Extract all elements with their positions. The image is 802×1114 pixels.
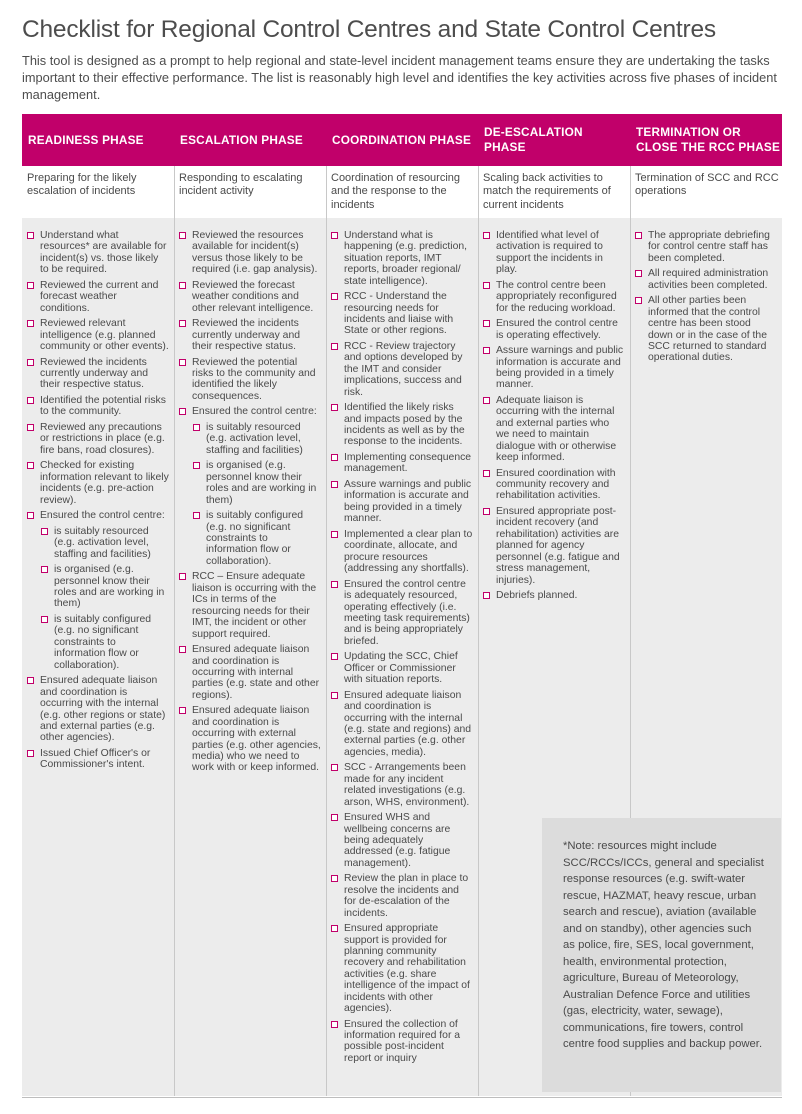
checklist-item-text: Checked for existing information relevant to likely incidents (e.g. pre-action review). — [40, 460, 169, 506]
checkbox[interactable] — [483, 347, 490, 354]
checklist-item-text: is organised (e.g. personnel know their roles and are working in them) — [54, 564, 165, 610]
checklist-item — [179, 357, 321, 403]
checklist-item — [635, 268, 777, 291]
checkbox[interactable] — [331, 232, 338, 239]
checklist-item-text: Review the plan in place to resolve the incidents and for de-escalation of the incidents. — [344, 873, 469, 919]
checklist-item — [179, 406, 321, 417]
checklist-item — [331, 690, 473, 758]
checkbox[interactable] — [179, 320, 186, 327]
checkbox[interactable] — [179, 573, 186, 580]
checklist-item — [193, 422, 321, 456]
checklist-item-text: Identified the potential risks to the community. — [40, 395, 166, 418]
checklist-item-text: Identified what level of activation is required to support the incidents in play. — [496, 230, 603, 276]
checkbox[interactable] — [635, 232, 642, 239]
checklist-item-text: Assure warnings and public information is accurate and being provided in a timely manner. — [496, 345, 624, 391]
column-divider — [174, 166, 175, 1096]
checklist-item-text: All required administration activities been completed. — [648, 268, 769, 291]
checklist-termination — [635, 230, 777, 368]
checklist-item-text: Updating the SCC, Chief Officer or Commissioner with situation reports. — [344, 651, 458, 686]
checkbox[interactable] — [483, 508, 490, 515]
checklist-item-text: Reviewed the current and forecast weather conditions. — [40, 279, 159, 314]
checklist-item — [193, 510, 321, 567]
phase-summary-termination: Termination of SCC and RCC operations — [635, 172, 779, 198]
checklist-item — [483, 345, 625, 391]
checkbox[interactable] — [331, 531, 338, 538]
checklist-item-text: Issued Chief Officer's or Commissioner's intent. — [40, 747, 151, 771]
checklist-item-text: RCC - Review trajectory and options developed by the IMT and consider implications, success and risk. — [344, 341, 463, 398]
checkbox[interactable] — [179, 282, 186, 289]
checklist-item-text: RCC – Ensure adequate liaison is occurring with the ICs in terms of the resourcing needs for their IMT, the incident or other support required. — [192, 571, 317, 640]
checklist-item — [27, 675, 169, 743]
phase-heading-coordination: COORDINATION PHASE — [332, 132, 472, 147]
phase-heading-escalation: ESCALATION PHASE — [180, 132, 303, 147]
checklist-item — [27, 748, 169, 771]
checklist-item-text: is suitably resourced (e.g. activation level, staffing and facilities) — [206, 422, 303, 456]
checklist-item-text: is suitably configured (e.g. no significant constraints to information flow or collaboration). — [54, 614, 152, 671]
checklist-item — [483, 280, 625, 314]
checkbox[interactable] — [41, 566, 48, 573]
checklist-item — [27, 357, 169, 391]
checklist-item — [27, 422, 169, 456]
checklist-item — [331, 341, 473, 398]
checklist-item-text: Reviewed the resources available for incident(s) versus those likely to be required (i.e. gap analysis). — [192, 230, 318, 276]
checklist-item-text: Ensured adequate liaison and coordination is occurring with external parties (e.g. other agencies, media) who we need to work with or keep informed. — [192, 705, 321, 774]
checklist-item-text: Adequate liaison is occurring with the internal and external parties who we need to maintain dialogue with or otherwise keep informed. — [496, 395, 617, 464]
checklist-item-text: RCC - Understand the resourcing needs for incidents and liaise with State or other regions. — [344, 291, 454, 337]
checklist-item-text: Implemented a clear plan to coordinate, allocate, and procure resources (addressing any shortfalls). — [344, 528, 473, 575]
checklist-item-text: is organised (e.g. personnel know their roles and are working in them) — [206, 460, 317, 506]
checkbox[interactable] — [27, 282, 34, 289]
checklist-item — [41, 564, 169, 610]
checkbox[interactable] — [331, 293, 338, 300]
checklist-item — [331, 402, 473, 448]
checkbox[interactable] — [331, 653, 338, 660]
checklist-item — [193, 460, 321, 506]
divider — [22, 1097, 782, 1098]
checklist-item-text: Debriefs planned. — [496, 590, 578, 602]
checklist-item-text: is suitably configured (e.g. no significant constraints to information flow or collaboration). — [206, 510, 304, 567]
checklist-item — [179, 705, 321, 773]
checkbox[interactable] — [483, 397, 490, 404]
checklist-item-text: Reviewed the incidents currently underway and their respective status. — [192, 318, 301, 353]
checklist-item — [483, 230, 625, 276]
checklist-item — [635, 295, 777, 363]
checklist-item-text: Ensured the control centre: — [192, 406, 317, 418]
checkbox[interactable] — [27, 512, 34, 519]
checklist-item — [483, 590, 625, 601]
checkbox[interactable] — [331, 581, 338, 588]
checkbox[interactable] — [331, 454, 338, 461]
checkbox[interactable] — [331, 692, 338, 699]
checklist-de-escalation — [483, 230, 625, 606]
checklist-item-text: Ensured the collection of information required for a possible post-incident report or inquiry — [344, 1018, 461, 1064]
checkbox[interactable] — [483, 320, 490, 327]
checkbox[interactable] — [193, 424, 200, 431]
checklist-item-text: The control centre been appropriately reconfigured for the reducing workload. — [496, 279, 617, 314]
phase-summary-de-escalation: Scaling back activities to match the requirements of current incidents — [483, 172, 611, 211]
resources-note: *Note: resources might include SCC/RCCs/ICCs, general and specialist response resources (e.g. swift-water rescue, HAZMAT, heavy rescue, urban search and rescue), aviation (available and on standby), other agencies such as police, fire, SES, local government, health, environmental protection, agriculture, Bureau of Meteorology, Australian Defence Force and utilities (gas, electricity, water, sewage), communications, fire towers, control centre food supplies and backup power. — [542, 818, 781, 1092]
checkbox[interactable] — [483, 232, 490, 239]
checklist-item — [331, 762, 473, 808]
checklist-item — [331, 812, 473, 869]
checkbox[interactable] — [27, 462, 34, 469]
checklist-item — [179, 280, 321, 314]
checklist-item-text: The appropriate debriefing for control centre staff has been completed. — [648, 230, 770, 264]
checklist-item-text: Ensured coordination with community recovery and rehabilitation activities. — [496, 467, 616, 502]
checklist-item-text: Ensured adequate liaison and coordination is occurring with internal parties (e.g. state and other regions). — [192, 644, 320, 701]
checkbox[interactable] — [635, 297, 642, 304]
checkbox[interactable] — [27, 320, 34, 327]
checklist-item — [179, 571, 321, 639]
checkbox[interactable] — [179, 646, 186, 653]
checklist-item-text: Ensured the control centre is adequately resourced, operating effectively (i.e. meeting task requirements) and is being appropriately briefed. — [344, 578, 470, 647]
checklist-item — [331, 479, 473, 525]
checkbox[interactable] — [179, 232, 186, 239]
checklist-item-text: Identified the likely risks and impacts posed by the incidents as well as by the response to the incidents. — [344, 402, 465, 448]
checklist-escalation — [179, 230, 321, 778]
checkbox[interactable] — [179, 707, 186, 714]
checkbox[interactable] — [331, 343, 338, 350]
checklist-item — [331, 873, 473, 919]
checkbox[interactable] — [179, 408, 186, 415]
checkbox[interactable] — [483, 470, 490, 477]
checkbox[interactable] — [331, 814, 338, 821]
checklist-item-text: Ensured WHS and wellbeing concerns are being adequately addressed (e.g. fatigue management). — [344, 812, 451, 869]
checklist-item-text: Ensured the control centre is operating effectively. — [496, 318, 618, 341]
checklist-item — [483, 318, 625, 341]
checkbox[interactable] — [41, 528, 48, 535]
checklist-item — [27, 280, 169, 314]
checklist-item — [331, 651, 473, 685]
checklist-item — [331, 230, 473, 287]
checkbox[interactable] — [483, 592, 490, 599]
page-title: Checklist for Regional Control Centres and State Control Centres — [22, 16, 716, 43]
checklist-item-text: Ensured appropriate support is provided for planning community recovery and rehabilitation activities (e.g. share intelligence of the impact of incidents with other agencies). — [344, 923, 470, 1015]
checklist-item-text: Reviewed any precautions or restrictions in place (e.g. fire bans, road closures). — [40, 422, 165, 456]
checkbox[interactable] — [331, 1021, 338, 1028]
checklist-item — [331, 1019, 473, 1065]
checklist-coordination — [331, 230, 473, 1068]
checkbox[interactable] — [179, 359, 186, 366]
checklist-item — [331, 291, 473, 337]
phase-summary-readiness: Preparing for the likely escalation of incidents — [27, 172, 137, 198]
checklist-item-text: Ensured the control centre: — [40, 510, 165, 522]
checklist-item-text: Reviewed relevant intelligence (e.g. planned community or other events). — [40, 318, 169, 353]
checkbox[interactable] — [27, 424, 34, 431]
checklist-item — [331, 529, 473, 575]
checklist-item — [331, 452, 473, 475]
checklist-item-text: Reviewed the forecast weather conditions and other relevant intelligence. — [192, 279, 314, 314]
checkbox[interactable] — [27, 397, 34, 404]
intro-paragraph: This tool is designed as a prompt to help regional and state-level incident management teams ensure they are undertaking the tasks important to their effective performance. The list is reasonably high level and identifies the key activities across five phases of incident management. — [22, 53, 777, 102]
checklist-item — [331, 579, 473, 647]
checkbox[interactable] — [331, 404, 338, 411]
checkbox[interactable] — [193, 462, 200, 469]
checklist-item — [483, 506, 625, 586]
checklist-item — [179, 230, 321, 276]
checklist-item — [27, 318, 169, 352]
checklist-item-text: Ensured appropriate post-incident recovery (and rehabilitation) activities are planned for agency personnel (e.g. fatigue and stress management, injuries). — [496, 506, 620, 586]
phase-summary-coordination: Coordination of resourcing and the response to the incidents — [331, 172, 461, 211]
phase-heading-termination: TERMINATION OR CLOSE THE RCC PHASE — [636, 125, 781, 154]
checklist-item — [27, 510, 169, 521]
checklist-item — [483, 468, 625, 502]
checkbox[interactable] — [27, 677, 34, 684]
checklist-readiness — [27, 230, 169, 775]
column-divider — [478, 166, 479, 1096]
column-divider — [326, 166, 327, 1096]
checkbox[interactable] — [331, 481, 338, 488]
checklist-item — [635, 230, 777, 264]
checklist-item-text: Ensured adequate liaison and coordination is occurring with the internal (e.g. state and regions) and external parties (e.g. other agencies, media). — [344, 689, 472, 758]
checklist-item-text: Assure warnings and public information is accurate and being provided in a timely manner. — [344, 479, 472, 525]
checklist-item-text: SCC - Arrangements been made for any incident related investigations (e.g. arson, WHS, environment). — [344, 762, 470, 808]
checkbox[interactable] — [27, 359, 34, 366]
checklist-item-text: is suitably resourced (e.g. activation level, staffing and facilities) — [54, 525, 151, 560]
checklist-item — [483, 395, 625, 463]
checklist-item-text: Implementing consequence management. — [344, 452, 472, 475]
checklist-item-text: Reviewed the incidents currently underway and their respective status. — [40, 356, 149, 391]
checklist-item — [179, 644, 321, 701]
checklist-item-text: Ensured adequate liaison and coordination is occurring with the internal (e.g. other regions or state) and external parties (e.g. other agencies). — [40, 675, 166, 744]
checkbox[interactable] — [41, 616, 48, 623]
phase-heading-de-escalation: DE-ESCALATION PHASE — [484, 125, 583, 154]
checkbox[interactable] — [331, 875, 338, 882]
checklist-item — [41, 526, 169, 560]
checklist-item-text: Understand what resources* are available for incident(s) vs. those likely to be required. — [40, 230, 167, 276]
checklist-item — [331, 923, 473, 1014]
checklist-item — [27, 395, 169, 418]
checkbox[interactable] — [331, 764, 338, 771]
checkbox[interactable] — [193, 512, 200, 519]
checklist-item-text: Reviewed the potential risks to the community and identified the likely consequences. — [192, 356, 316, 402]
checkbox[interactable] — [331, 925, 338, 932]
checkbox[interactable] — [635, 270, 642, 277]
phase-heading-readiness: READINESS PHASE — [28, 132, 144, 147]
checklist-item-text: All other parties been informed that the control centre has been stood down or in the case of the SCC returned to standard operational duties. — [648, 295, 767, 364]
checkbox[interactable] — [483, 282, 490, 289]
checklist-item-text: Understand what is happening (e.g. prediction, situation reports, IMT reports, broader regional/ state intelligence). — [344, 230, 468, 287]
phase-header-row — [22, 114, 782, 166]
checklist-item — [27, 460, 169, 506]
checklist-item — [41, 614, 169, 671]
phase-summary-escalation: Responding to escalating incident activity — [179, 172, 303, 198]
checkbox[interactable] — [27, 232, 34, 239]
checklist-item — [179, 318, 321, 352]
checkbox[interactable] — [27, 750, 34, 757]
checklist-item — [27, 230, 169, 276]
